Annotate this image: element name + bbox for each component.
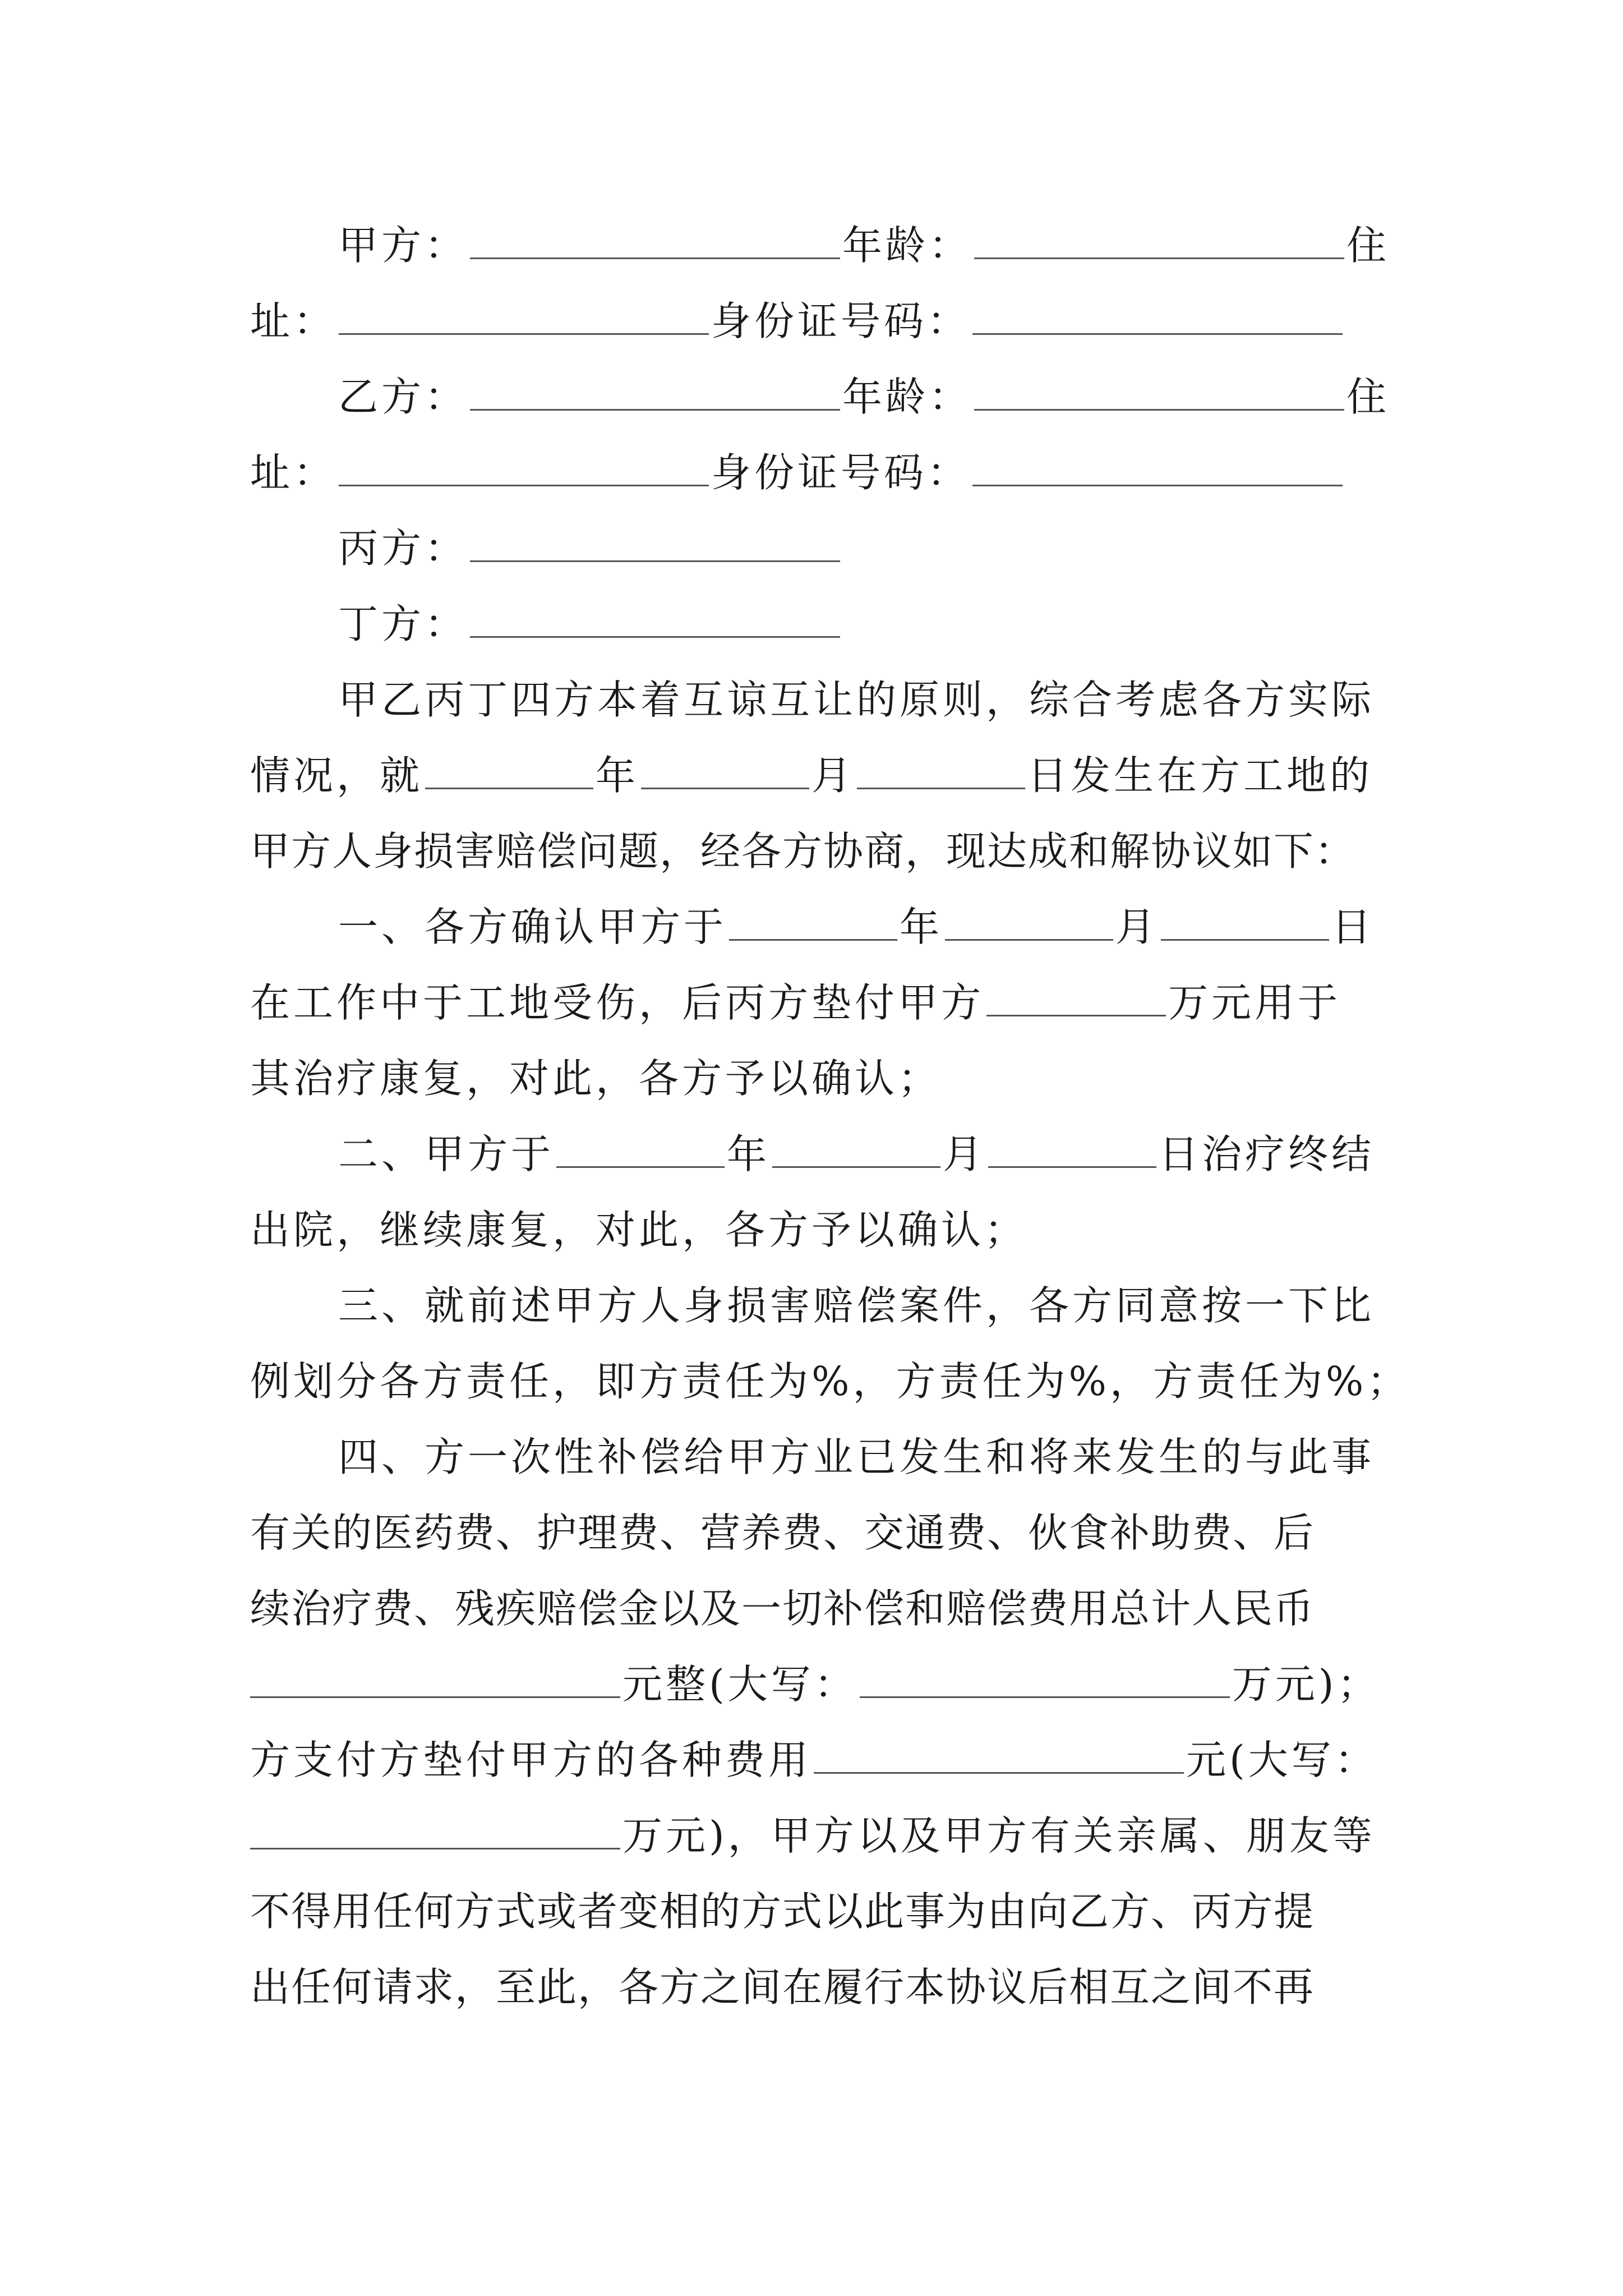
intro-line-2-start: 情况，就: [250, 752, 423, 799]
intro-line-1: 甲乙丙丁四方本着互谅互让的原则，综合考虑各方实际: [338, 677, 1375, 723]
clause2-line-2: 出院，继续康复，对此，各方予以确认；: [250, 1207, 1028, 1253]
clause4-line-5-start: 方支付方垫付甲方的各种费用: [250, 1737, 812, 1783]
clause2-month-label: 月: [943, 1131, 986, 1177]
clause2-end: 日治疗终结: [1159, 1131, 1375, 1177]
party-b-address-label-end: 址：: [250, 449, 337, 496]
clause2-day-blank[interactable]: [988, 1131, 1156, 1168]
intro-day-blank[interactable]: [857, 753, 1025, 789]
party-a-id-label: 身份证号码：: [711, 298, 971, 344]
party-a-name-blank[interactable]: [470, 223, 840, 259]
clause1-year-label: 年: [900, 904, 943, 950]
party-b-id-blank[interactable]: [972, 450, 1343, 486]
clause2-start: 二、甲方于: [338, 1131, 555, 1177]
party-d-name-blank[interactable]: [470, 601, 840, 638]
clause4-total-uppercase-blank[interactable]: [860, 1662, 1230, 1698]
clause4-total-amount-blank[interactable]: [250, 1662, 620, 1698]
clause1-day-label: 日: [1331, 904, 1375, 950]
party-d-label: 丁方：: [338, 601, 468, 647]
clause4-line-1: 四、方一次性补偿给甲方业已发生和将来发生的与此事: [338, 1434, 1375, 1480]
clause1-line-2-start: 在工作中于工地受伤，后丙方垫付甲方: [250, 979, 985, 1026]
clause2-year-blank[interactable]: [556, 1131, 725, 1168]
clause4-line-2: 有关的医药费、护理费、营养费、交通费、伙食补助费、后: [250, 1510, 1315, 1556]
party-a-row: [338, 218, 1394, 274]
clause4-line-4-mid: 元整(大写：: [623, 1661, 857, 1708]
clause2-line-1: [338, 1126, 1394, 1182]
clause4-line-5: [250, 1732, 1394, 1788]
clause1-start: 一、各方确认甲方于: [338, 904, 727, 950]
clause1-line-2: [250, 975, 1394, 1031]
intro-line-2: [250, 748, 1394, 804]
party-a-address-blank[interactable]: [339, 298, 709, 335]
intro-year-blank[interactable]: [425, 753, 593, 789]
intro-month-label: 月: [811, 752, 855, 799]
clause1-line-1: [338, 899, 1394, 955]
clause1-amount-blank[interactable]: [986, 980, 1166, 1016]
clause3-line-2: 例划分各方责任，即方责任为%，方责任为%，方责任为%；: [250, 1358, 1410, 1405]
party-b-row: [338, 369, 1394, 425]
party-b-age-label: 年龄：: [842, 374, 972, 420]
party-a-label: 甲方：: [338, 222, 468, 269]
party-b-address-label-start: 住: [1347, 374, 1390, 420]
party-c-name-blank[interactable]: [470, 526, 840, 562]
clause4-line-4: [250, 1657, 1394, 1713]
clause1-month-blank[interactable]: [945, 904, 1113, 941]
clause4-advance-uppercase-blank[interactable]: [250, 1813, 620, 1849]
party-b-label: 乙方：: [338, 374, 468, 420]
party-a-age-blank[interactable]: [974, 223, 1344, 259]
clause1-year-blank[interactable]: [729, 904, 897, 941]
party-c-label: 丙方：: [338, 525, 468, 572]
clause4-line-3: 续治疗费、残疾赔偿金以及一切补偿和赔偿费用总计人民币: [250, 1585, 1315, 1632]
clause1-line-3: 其治疗康复，对此，各方予以确认；: [250, 1055, 942, 1102]
intro-line-2-end: 日发生在方工地的: [1027, 752, 1373, 799]
party-b-address-blank[interactable]: [339, 450, 709, 486]
party-a-address-label-start: 住: [1347, 222, 1390, 269]
intro-line-3: 甲方人身损害赔偿问题，经各方协商，现达成和解协议如下：: [250, 828, 1356, 875]
intro-month-blank[interactable]: [641, 753, 809, 789]
party-a-address-label-end: 址：: [250, 298, 337, 344]
clause4-line-4-end: 万元)；: [1232, 1661, 1381, 1708]
party-a-address-row: [250, 293, 1394, 349]
party-b-address-row: [250, 445, 1394, 501]
clause2-month-blank[interactable]: [772, 1131, 940, 1168]
clause2-year-label: 年: [727, 1131, 771, 1177]
clause4-advance-amount-blank[interactable]: [814, 1737, 1184, 1774]
party-b-id-label: 身份证号码：: [711, 449, 971, 496]
clause4-line-8: 出任何请求，至此，各方之间在履行本协议后相互之间不再: [250, 1964, 1315, 2010]
clause4-line-5-end: 元(大写：: [1186, 1737, 1378, 1783]
clause1-line-2-end: 万元用于: [1168, 979, 1341, 1026]
party-b-name-blank[interactable]: [470, 374, 840, 411]
clause4-line-6: [250, 1808, 1394, 1864]
party-b-age-blank[interactable]: [974, 374, 1344, 411]
intro-year-label: 年: [596, 752, 639, 799]
clause3-line-1: 三、就前述甲方人身损害赔偿案件，各方同意按一下比: [338, 1282, 1375, 1329]
clause1-day-blank[interactable]: [1161, 904, 1329, 941]
clause4-line-7: 不得用任何方式或者变相的方式以此事为由向乙方、丙方提: [250, 1888, 1315, 1935]
clause1-month-label: 月: [1115, 904, 1159, 950]
party-d-row: [338, 596, 1394, 652]
party-a-id-blank[interactable]: [972, 298, 1343, 335]
clause4-line-6-end: 万元)，甲方以及甲方有关亲属、朋友等: [623, 1812, 1376, 1859]
party-a-age-label: 年龄：: [842, 222, 972, 269]
party-c-row: [338, 521, 1394, 577]
